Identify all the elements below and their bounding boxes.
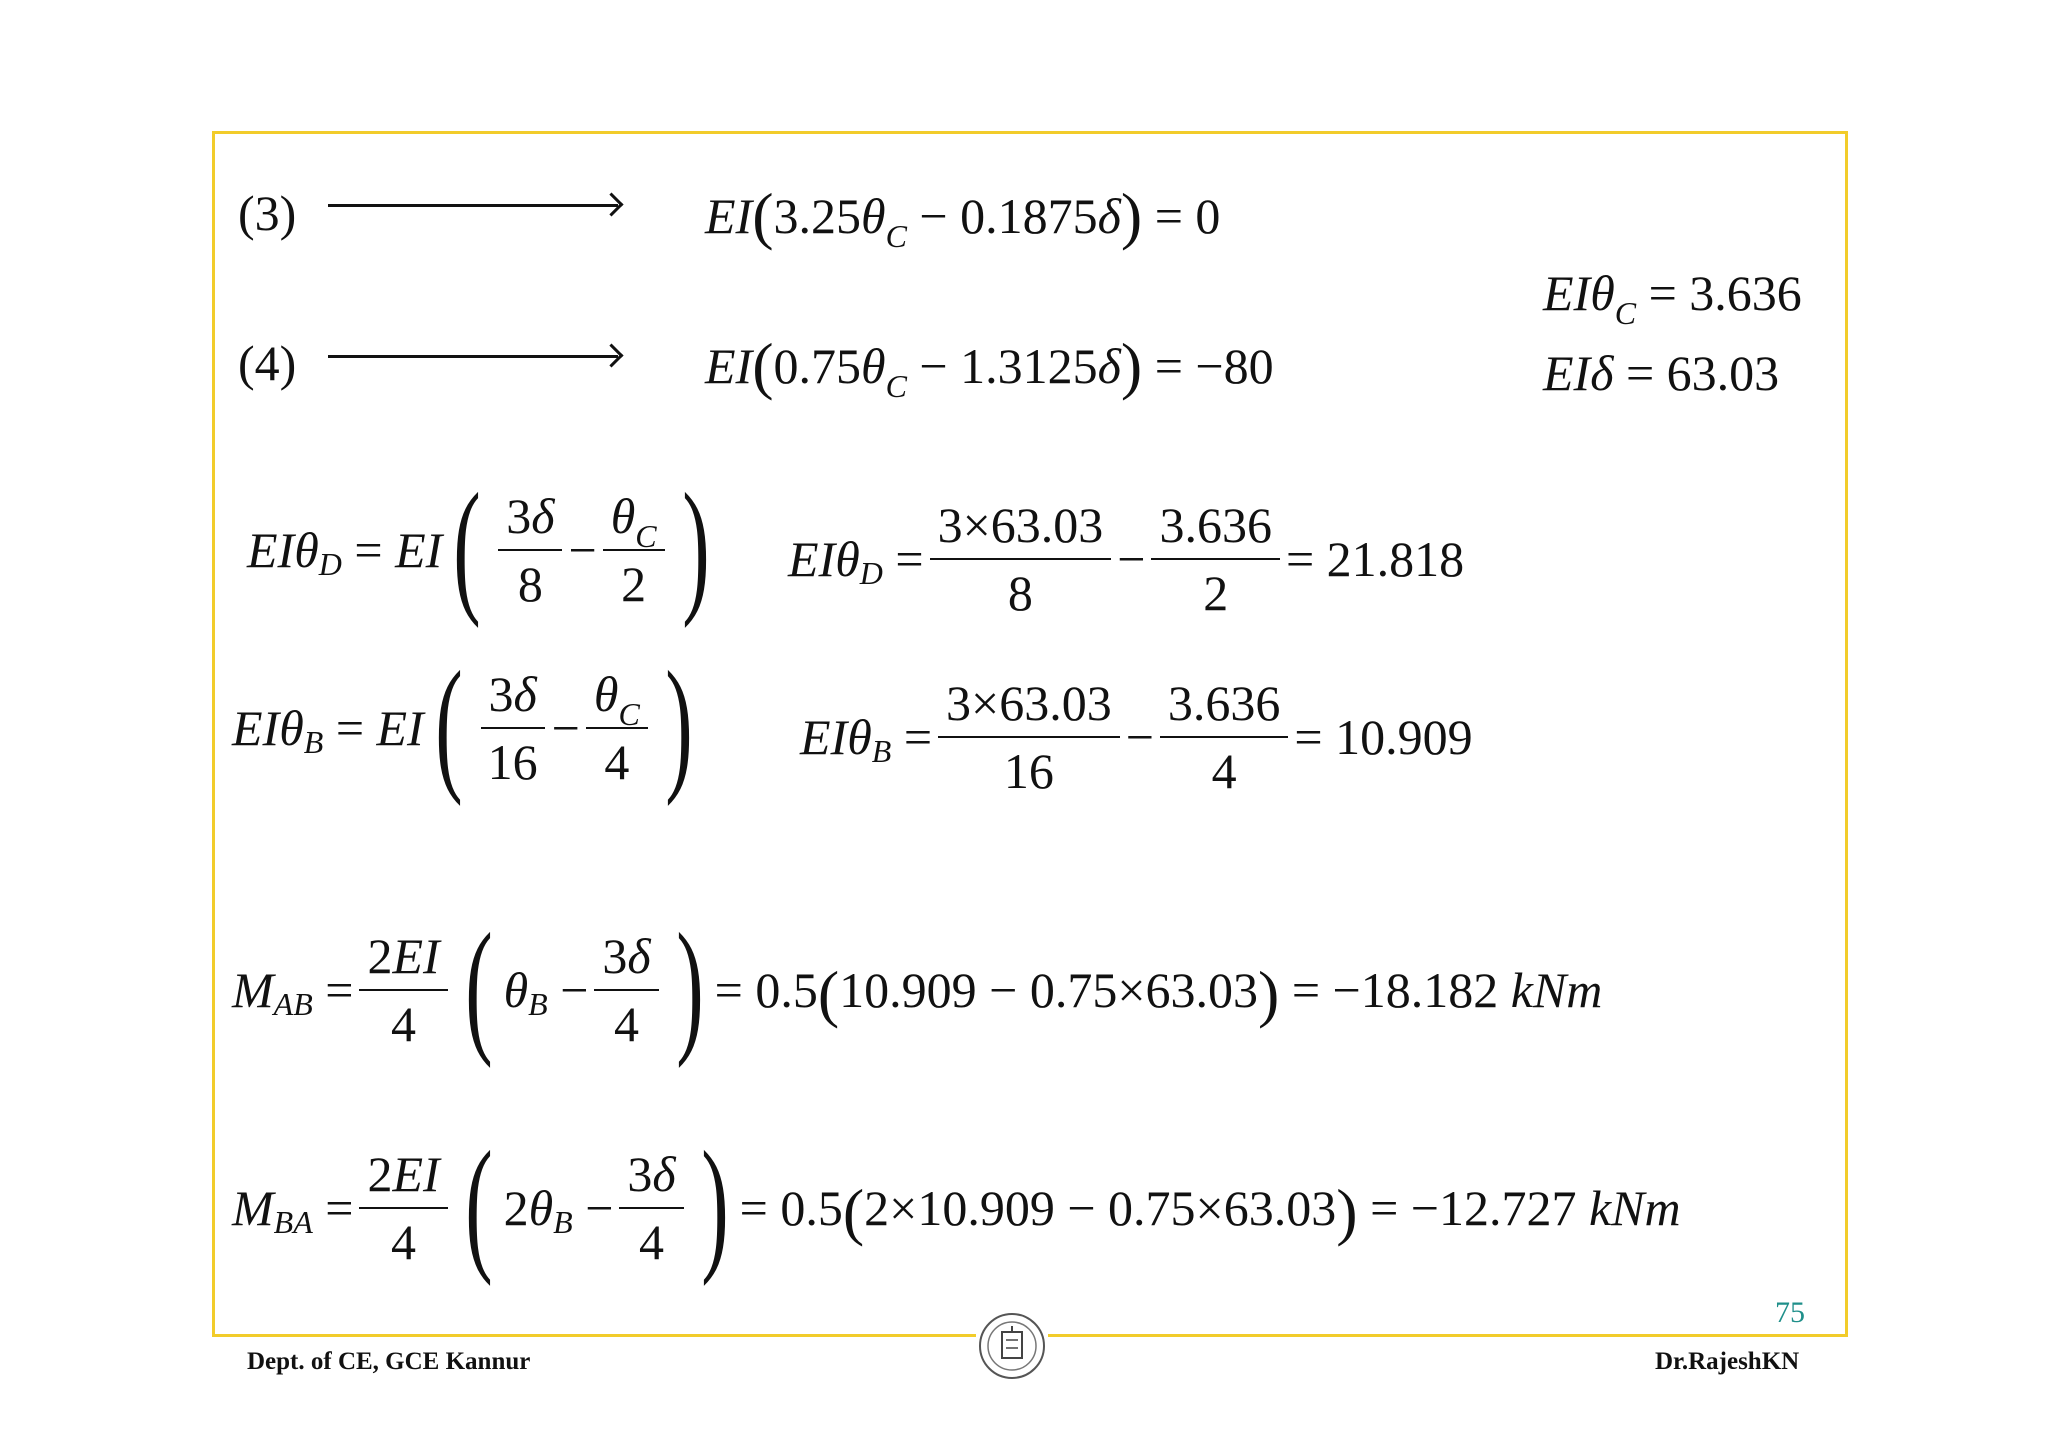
solution-thetaC: EIθ$_C$ = 3.636	[1543, 265, 1802, 331]
thetaB-value: EIθ$_B$ = $\frac{3\times 63.03}{16}$ − $\frac{3.636}{4}$ = 10.909	[800, 675, 1473, 799]
college-logo-icon	[976, 1310, 1048, 1382]
eq3-body: $EI(3.25\theta_C - 0.1875\delta) = 0$	[705, 180, 1221, 254]
eq3-arrow	[328, 204, 618, 207]
eq4-body: $EI(0.75\theta_C - 1.3125\delta) = -80$	[705, 330, 1274, 404]
eq4-label: (4)	[238, 335, 297, 391]
eq4-arrow	[328, 355, 618, 358]
eq3-label: (3)	[238, 185, 297, 241]
page-number: 75	[1775, 1296, 1805, 1329]
footer-department: Dept. of CE, GCE Kannur	[247, 1348, 531, 1375]
footer-author: Dr.RajeshKN	[1655, 1348, 1800, 1375]
moment-mab: $M_{AB}$ = $\frac{2EI}{4}$ ( $\theta_B$ − $\frac{3\delta}{4}$ ) = 0.5(10.909 − 0.75×63.03) = −18.182 kNm	[232, 903, 1603, 1069]
thetaD-value: EIθ$_D$ = $\frac{3\times 63.03}{8}$ − $\frac{3.636}{2}$ = 21.818	[788, 497, 1465, 621]
thetaD-formula: EIθ$_D$ = EI( $\frac{3\delta}{8}$ − $\frac{\theta_C}{2}$ )	[247, 463, 710, 629]
moment-mba: $M_{BA}$ = $\frac{2EI}{4}$ ( $2\theta_B$ − $\frac{3\delta}{4}$ ) = 0.5(2×10.909 − 0.75×63.03) = −12.727 kNm	[232, 1121, 1681, 1287]
thetaB-formula: EIθ$_B$ = EI( $\frac{3\delta}{16}$ − $\frac{\theta_C}{4}$ )	[232, 641, 693, 807]
solution-delta: EIδ = 63.03	[1543, 345, 1780, 401]
